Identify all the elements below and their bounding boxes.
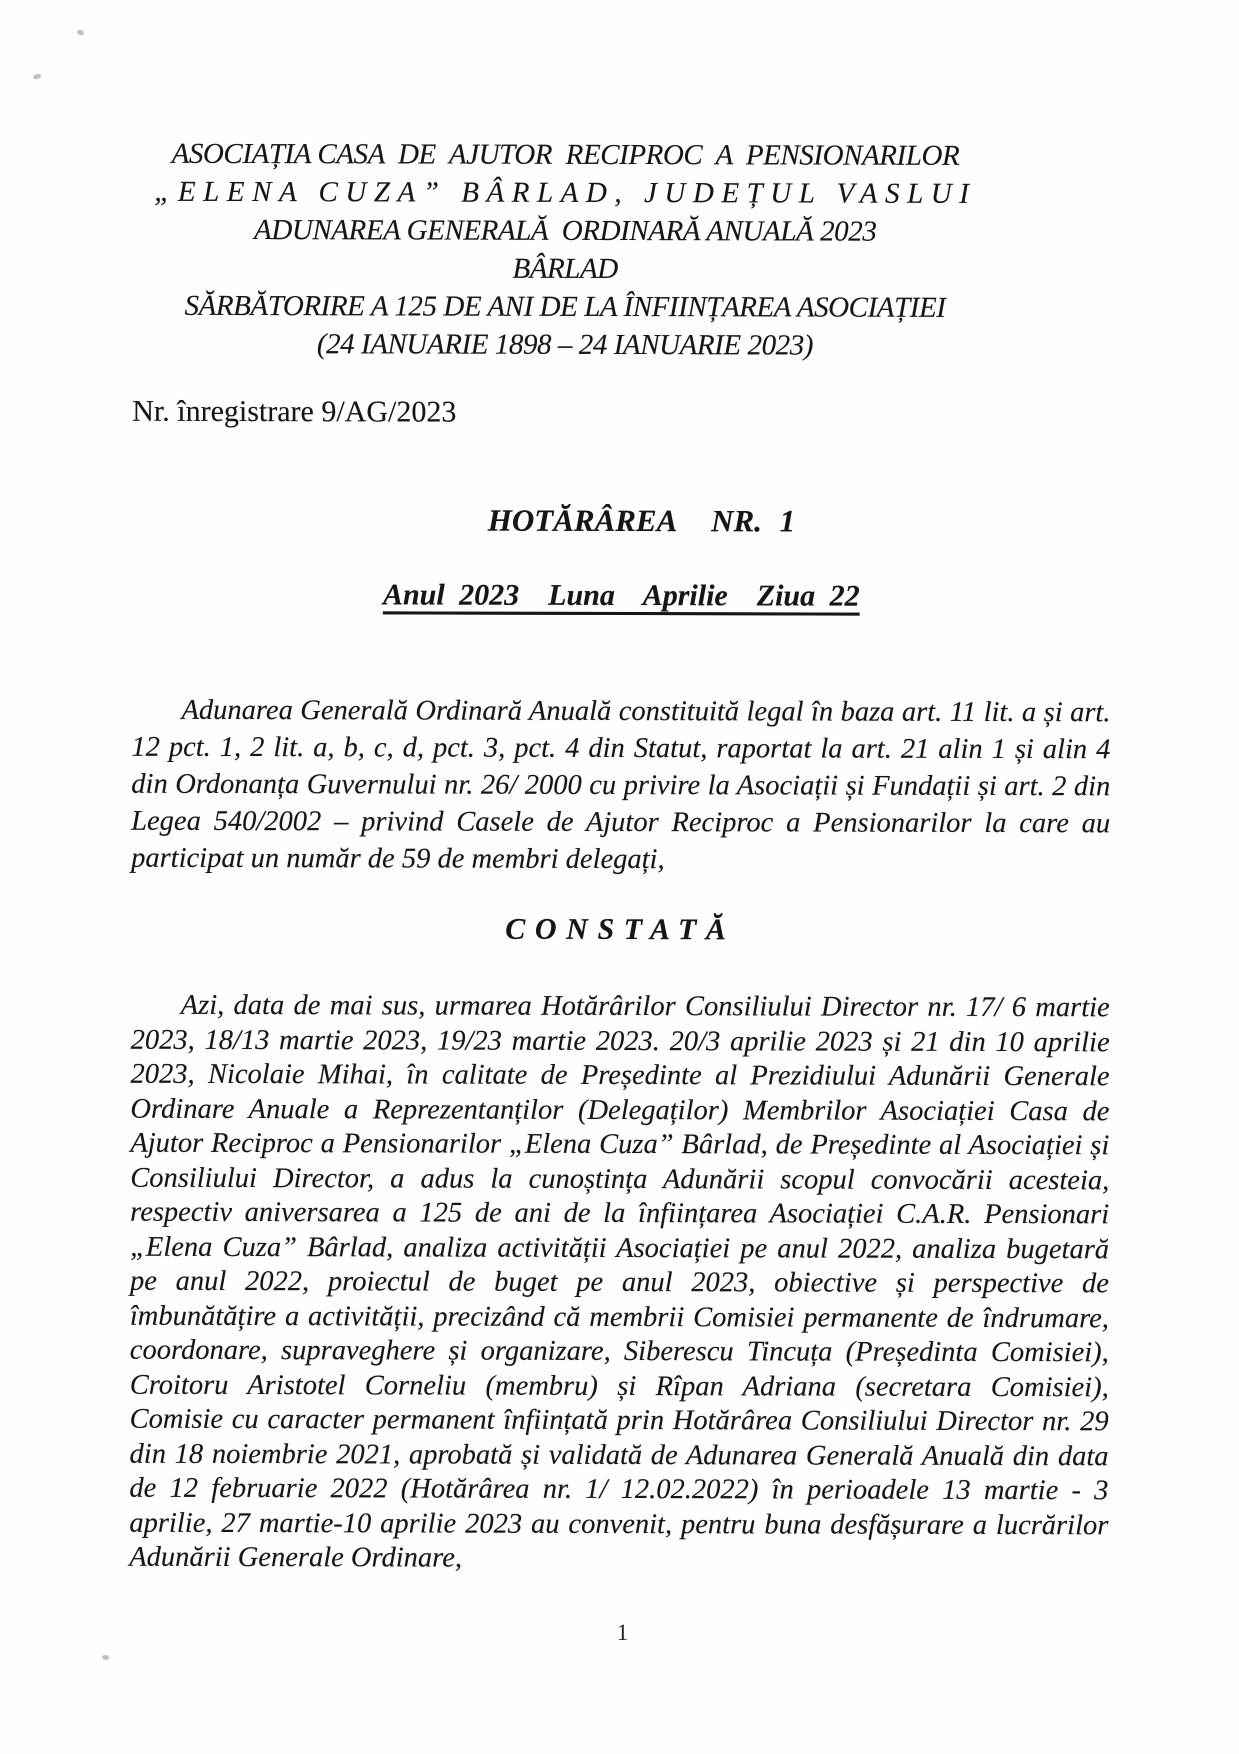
document-title: HOTĂRÂREA NR. 1 (487, 502, 796, 539)
header-line-anniversary: SĂRBĂTORIRE A 125 DE ANI DE LA ÎNFIINȚAREA ASOCIAȚIEI (184, 289, 946, 324)
scan-speck (76, 29, 84, 36)
header-line-general-assembly: ADUNAREA GENERALĂ ORDINARĂ ANUALĂ 2023 (254, 214, 877, 248)
document-header (132, 135, 998, 365)
scan-speck (102, 1654, 110, 1660)
page-number: 1 (616, 1620, 629, 1645)
scan-speck (32, 73, 41, 80)
decision-date-line: Anul 2023 Luna Aprilie Ziua 22 (382, 578, 860, 613)
paragraph-legal-basis: Adunarea Generală Ordinară Anuală constituită legal în baza art. 11 lit. a și art. 12 pct. 1, 2 lit. a, b, c, d, pct. 3, pct. 4 din Statut, raportat la art. 21 alin 1 și alin 4 din Ordonanța Guvernului nr. 26/ 2000 cu privire la Asociații și Fundații și art. 2 din Legea 540/2002 – privind Casele de Ajutor Reciproc a Pensionarilor la care au participat un număr de 59 de membri delegați, (131, 694, 1111, 876)
header-line-city: BÂRLAD (512, 252, 618, 285)
header-line-association-name: ASOCIAȚIA CASA DE AJUTOR RECIPROC A PENSIONARILOR (171, 137, 960, 172)
header-line-elena-cuza: „ELENA CUZA” BÂRLAD, JUDEȚUL VASLUI (154, 175, 977, 210)
document-content (129, 135, 1112, 1578)
page-footer (133, 1620, 1112, 1646)
paragraph-findings: Azi, data de mai sus, urmarea Hotărârilor Consiliului Director nr. 17/ 6 martie 2023, 18/13 martie 2023, 19/23 martie 2023. 20/3 aprilie 2023 și 21 din 10 aprilie 2023, Nicolaie Mihai, în calitate de Președinte al Prezidiului Adunării Generale Ordinare Anuale a Reprezentanților (Delegaților) Membrilor Asociației Casa de Ajutor Reciproc a Pensionarilor „Elena Cuza” Bârlad, de Președinte al Asociației și Consiliului Director, a adus la cunoștința Adunării scopul convocării acesteia, respectiv aniversarea a 125 de ani de la înființarea Asociației C.A.R. Pensionari „Elena Cuza” Bârlad, analiza activității Asociației pe anul 2022, analiza bugetară pe anul 2022, proiectul de buget pe anul 2023, obiective și perspective de îmbunătățire a activității, precizând că membrii Comisiei permanente de îndrumare, coordonare, supraveghere și organizare, Siberescu Tincuța (Președinta Comisiei), Croitoru Aristotel Corneliu (membru) și Rîpan Adriana (secretara Comisiei), Comisie cu caracter permanent înființată prin Hotărârea Consiliului Director nr. 29 din 18 noiembrie 2021, aprobată și validată de Adunarea Generală Anuală din data de 12 februarie 2022 (Hotărârea nr. 1/ 12.02.2022) în perioadele 13 martie - 3 aprilie, 27 martie-10 aprilie 2023 au convenit, pentru buna desfășurare a lucrărilor Adunării Generale Ordinare, (129, 989, 1110, 1574)
registration-number: Nr. înregistrare 9/AG/2023 (132, 394, 457, 429)
heading-constata: CONSTATĂ (505, 912, 736, 947)
header-line-anniversary-dates: (24 IANUARIE 1898 – 24 IANUARIE 2023) (316, 328, 814, 362)
